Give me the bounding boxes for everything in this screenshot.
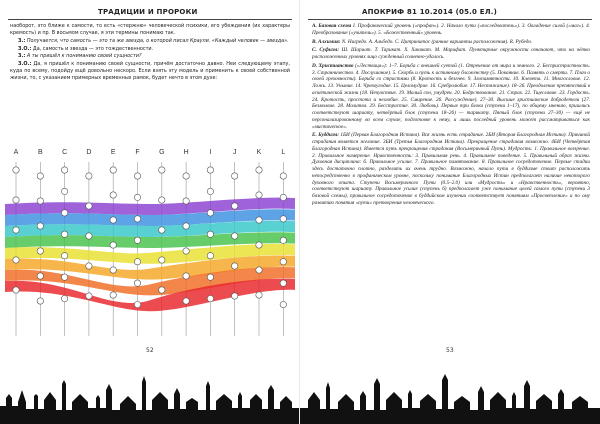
diagram-node (232, 293, 238, 299)
legend-b (312, 39, 590, 46)
diagram-column-label: G (159, 149, 165, 156)
legend-a-text: I. Профанический уровень («профан»). 2. Начало пути («последователь»). 3. Овладение силой («маг»). 4. Преобразование («учитель»). 5. «Божественный» уровень. (312, 23, 590, 36)
diagram-node (110, 267, 116, 273)
diagram-node (13, 227, 19, 233)
diagram-column-label: I (209, 149, 212, 156)
question-2 (10, 53, 290, 60)
diagram-node (207, 253, 213, 259)
diagram-node (280, 280, 286, 286)
diagram-node (110, 242, 116, 248)
question-2-label: З.: (18, 53, 26, 60)
diagram-column-label: B (37, 149, 43, 156)
diagram-node (134, 216, 140, 222)
diagram-node (61, 167, 67, 173)
diagram-node (86, 173, 92, 179)
diagram-node (207, 210, 213, 216)
answer-1-text: Да, самость и звезда — это тождественности. (32, 45, 154, 52)
diagram-column-label: E (110, 149, 116, 156)
diagram-column-label: A (13, 149, 19, 156)
diagram-column-label: L (281, 149, 286, 156)
answer-2-text: Да, я пришёл к пониманию своей сущности, причём достаточно давно. Неи следующему этапу, куда по всему, подойду ещё довольно нескоро. Если взять эту модель и применить к своей собственной жизни, то, с указанием примерных временных рамок, будет нечто в этом духе: (10, 61, 290, 82)
diagram-node (37, 298, 43, 304)
legend-c-lead: C. Суфизм: (312, 47, 339, 54)
diagram-node (134, 173, 140, 179)
legend-a-lead: A. Базовая схема (312, 23, 352, 29)
diagram-node (86, 203, 92, 209)
diagram-node (232, 233, 238, 239)
diagram-node (134, 301, 140, 307)
diagram-node (159, 287, 165, 293)
diagram-node (159, 197, 165, 203)
diagram-column-label: D (86, 149, 92, 156)
diagram-node (134, 237, 140, 243)
diagram-node (280, 259, 286, 265)
diagram-node (256, 242, 262, 248)
diagram-node (207, 167, 213, 173)
legend-c-text: Ш. Шариат. Т. Тарикат. Х. Хакикат. М. Марифат. Пунктирные окружности означают, что на чётко расположенных уровнях лицо сужденный солнечно-удалось. (312, 47, 591, 60)
right-body-text (312, 23, 590, 207)
right-page (300, 0, 600, 424)
diagram-node (86, 293, 92, 299)
diagram-node (207, 295, 213, 301)
intro-paragraph: наоборот, это ближе к самости, то есть «стержню» человеческой психики, его убеждения (их характеры кремость) и пр. В восьмом случае, я эти термины понимаю так. (10, 23, 290, 37)
diagram-node (280, 173, 286, 179)
diagram-node (183, 248, 189, 254)
diagram-node (183, 223, 189, 229)
answer-1-label: З.О.: (18, 45, 32, 52)
diagram-node (256, 292, 262, 298)
answer-2 (10, 61, 290, 83)
diagram-node (61, 274, 67, 280)
diagram-node (13, 167, 19, 173)
diagram-node (280, 301, 286, 307)
diagram-node (207, 188, 213, 194)
diagram-node (13, 197, 19, 203)
diagram-column-label: J (232, 149, 237, 156)
diagram-column-label: H (183, 149, 189, 156)
question-1 (10, 38, 290, 45)
diagram-node (159, 167, 165, 173)
answer-1 (10, 46, 290, 53)
diagram-node (61, 295, 67, 301)
diagram-node (207, 274, 213, 280)
diagram-node (183, 273, 189, 279)
legend-c (312, 47, 590, 61)
legend-a (312, 23, 590, 37)
diagram-node (280, 237, 286, 243)
diagram-node (37, 248, 43, 254)
diagram-node (86, 263, 92, 269)
legend-e-text: 1БИ (Первая Благородная Истина). Вся жизнь есть страдание. 2БИ (Вторая Благородная Истина). Причиной страдания является желание. 3БИ (Третья Благородная Истина). Прекращение страдания возможно. 4БИ (Четвёртая Благородная Истина). Имеется путь прекращения страдания (Восьмеричный Путь). Мудрость: 1. Правильное воззрение. 2. Правильное намерение. Нравственность: 3. Правильная речь. 4. Правильное поведение. 5. Правильный образ жизни. Духовная дисциплина: 6. Правильное усилие. 7. Правильное памятование. 8. Правильное сосредоточение. Первые стадии здесь достаточно плотно, разделить их очень трудно. Возможно, начало пути в буддизме стоит расположить непосредственно в профаническом уровне, поскольку понимание Благородных Истин предполагает наличие некоторого духовного опыта. Ступени Восьмеричного Пути (0.5–2.0) или «Мудрость» и «Нравственность», вероятно, соответствуют шариату. Правильное усилие (ступень 6) предполагает уже понимание целей самого пути (ступени 3 базовой схемы), правильное сосредоточение в буддийском изучении соответствует понятиям «Просветление» и по ому развитию понятия «пути» претворения человеческого. (312, 132, 590, 206)
diagram-node (207, 231, 213, 237)
diagram-node (183, 198, 189, 204)
diagram-node (183, 173, 189, 179)
diagram-node (37, 273, 43, 279)
diagram-column-label: C (62, 149, 68, 156)
question-1-text: Получается, что самость — это та же звезда, о которой писал Краули. «Каждый человек — звезда». (26, 37, 289, 44)
diagram-node (13, 287, 19, 293)
city-skyline-silhouette-right (300, 354, 600, 424)
diagram-node (134, 194, 140, 200)
diagram-node (110, 217, 116, 223)
right-page-number: 53 (446, 347, 454, 354)
diagram-column-label: K (256, 149, 262, 156)
diagram-node (159, 257, 165, 263)
diagram-node (159, 227, 165, 233)
diagram-node (256, 167, 262, 173)
legend-b-text: N. Нигредо. A. Альбедо. C. Цитринитас (ранние варианты расположения). R. Рубедо. (341, 38, 533, 45)
diagram-node (280, 216, 286, 222)
left-page-number: 52 (146, 347, 154, 354)
diagram-node (61, 188, 67, 194)
left-running-header: ТРАДИЦИИ И ПРОРОКИ (98, 8, 198, 16)
right-header-rule (308, 19, 592, 20)
right-running-header: АПОКРИФ 81 10.2014 (05.0 ЕЛ.) (362, 8, 497, 16)
question-1-label: З.: (18, 37, 26, 44)
diagram-node (13, 257, 19, 263)
answer-2-label: З.О.: (18, 61, 32, 68)
diagram-node (86, 233, 92, 239)
diagram-node (256, 217, 262, 223)
diagram-node (134, 280, 140, 286)
diagram-node (61, 231, 67, 237)
diagram-node (61, 210, 67, 216)
legend-b-lead: B. Алхимия: (312, 38, 341, 45)
legend-e (312, 132, 590, 206)
question-2-text: А ты пришёл к пониманию своей сущности? (26, 53, 142, 60)
diagram-node (256, 267, 262, 273)
legend-e-lead: E. Буддизм: (312, 132, 339, 139)
legend-d-lead: D. Христианство (312, 62, 354, 69)
diagram-node (256, 192, 262, 198)
diagram-node (61, 253, 67, 259)
diagram-node (110, 167, 116, 173)
legend-d-text: («Лествица»): 1–7. Борьба с внешней суетой (1. Отречение от мира и земного. 2. Беспристрастность. 3. Странничество. 4. Послушание). 5. Скорбь и путь к истинному блаженству (5. Покаяние. 6. Память о смерти. 7. Плач о своей греховности). Борьба со страстями (8. Кротость и безгнев. 9. Злопамятности. 10. Клевета. 11. Многословие. 12. Ложь. 13. Уныние. 14. Чревоугодие. 15. Целомудрие. 16. Сребролюбие. 17. Нестяжание). 18–26. Преодоление препятствий в аскетической жизни (18. Нечувствие. 19. Малый сон, умудрен. 20. Бодрствование. 21. Страх. 22. Тщеславие. 23. Гордость. 24. Кротость, простота и незлобие. 25. Смирение. 26. Рассуждение). 27–30. Высшие христианские добродетели (27. Безмолвие. 28. Молитва. 29. Бесстрастие. 30. Любовь). Первые три блока (ступени 1–17), по общему мнению, пришлись соответствуют шариату, четвёртый блок (ступени 18–26) — тарикату. Пятый блок (ступени 27–30) — ещё не персонализированному во всем случае, подготовке к нему, и лишь последний уровень может рассматриваться как «мистическое». (312, 62, 591, 130)
diagram-node (183, 298, 189, 304)
diagram-column-label: F (135, 149, 140, 156)
diagram-node (110, 292, 116, 298)
diagram-node (232, 203, 238, 209)
legend-d (312, 63, 590, 131)
diagram-node (232, 173, 238, 179)
left-header-rule (8, 19, 292, 20)
diagram-node (134, 259, 140, 265)
diagram-node (37, 223, 43, 229)
diagram-node (37, 198, 43, 204)
diagram-node (110, 192, 116, 198)
city-skyline-silhouette (0, 354, 300, 424)
left-body-text (10, 23, 290, 83)
diagram-node (232, 263, 238, 269)
spiritual-paths-diagram (0, 140, 300, 340)
diagram-node (37, 173, 43, 179)
diagram-node (280, 194, 286, 200)
